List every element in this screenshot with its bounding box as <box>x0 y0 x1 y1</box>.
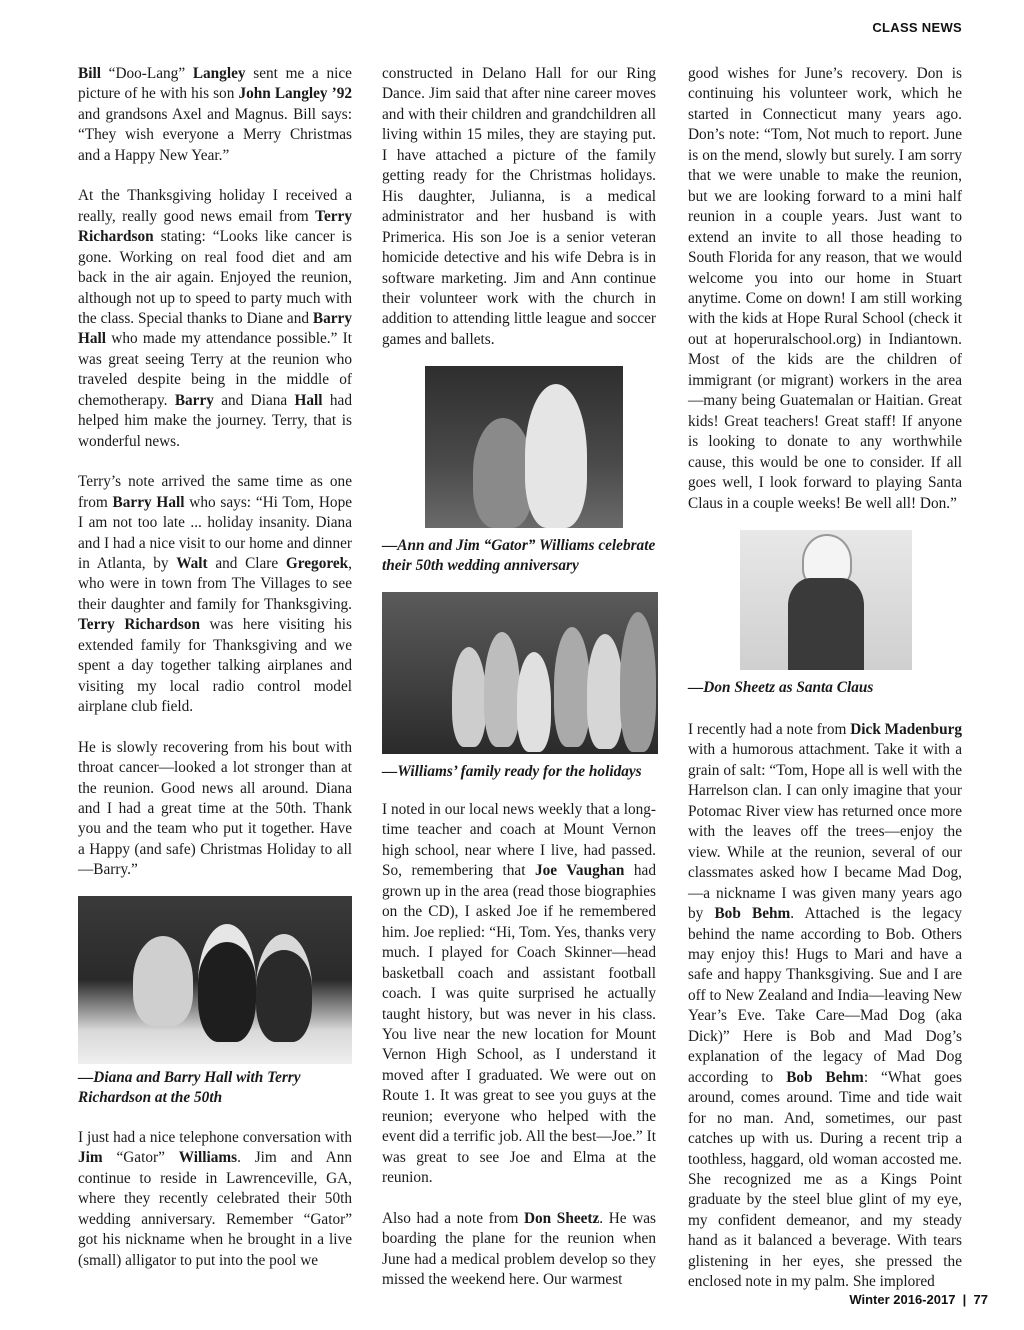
text-run: had grown up in the area (read those biographies on the CD), I asked Joe if he remembered him. Joe replied: “Hi, Tom. Yes, thanks very much. I played for Coach Skinner—head basketball coach and assistant football coach. I was quite surprised he actually taught history, but was never in his class. You live near the new location for Mount Vernon High School, as I understand it moved after I graduated. We were out on Route 1. It was great to see you guys at the reunion; everyone who helped with the event did a terrific job. All the best—Joe.” It was great to see Joe and Elma at the reunion. <box>382 862 656 1187</box>
article-paragraph <box>78 1128 352 1271</box>
article-paragraph <box>382 800 656 1189</box>
article-paragraph <box>688 64 962 514</box>
text-run: . Jim and Ann continue to reside in Lawrenceville, GA, where they recently celebrated their 50th wedding anniversary. Remember “Gator” got his nickname when he brought in a live (small) alligator to put into the pool we <box>78 1149 352 1269</box>
bold-name: Joe Vaughan <box>534 862 625 880</box>
bold-name: Don Sheetz <box>523 1209 600 1227</box>
photo-sheetz-santa <box>740 530 912 670</box>
photo-williams-family <box>382 592 658 754</box>
photo-caption: —Don Sheetz as Santa Claus <box>688 679 874 696</box>
column-3 <box>688 64 962 534</box>
page-footer <box>849 1292 988 1307</box>
text-run: stating: “Looks like cancer is gone. Working on real food diet and am back in the air again. Enjoyed the reunion, although not up to speed to party much with the class. Special thanks to Diane and <box>78 228 352 327</box>
text-run: was here visiting his extended family for Thanksgiving and we spent a day together talking airplanes and visiting my local radio control model airplane club field. <box>78 616 352 716</box>
text-run: and Diana <box>213 391 295 409</box>
text-run: had helped him make the journey. Terry, that is wonderful news. <box>78 391 352 450</box>
bold-name: Williams <box>178 1149 238 1167</box>
bold-name: Barry Hall <box>78 309 352 348</box>
article-paragraph <box>78 186 352 452</box>
text-run: good wishes for June’s recovery. Don is continuing his volunteer work, which he started in Connecticut many years ago. Don’s note: “Tom, Not much to report. June is on the mend, slowly but surely. I am sorry that we were unable to make the reunion, but we are looking forward to a mini half reunion in a couple years. Just want to extend an invite to all those heading to South Florida for any reason, that we would welcome you into our home in Stuart anytime. Come on down! I am still working with the kids at Hope Rural School (check it out at hoperuralschool.org) in Indiantown. Most of the kids are the children of immigrant (or migrant) workers in the area—many being Guatemalan or Haitian. Great kids! Great teachers! Great staff! If anyone is looking to donate to any worthwhile cause, this would be one to consider. If all goes well, I look forward to playing Santa Claus in a couple weeks! Be well all! Don.” <box>688 65 962 512</box>
bold-name: Terry Richardson <box>78 207 352 246</box>
article-paragraph <box>382 64 656 350</box>
text-run: and grandsons Axel and Magnus. Bill says: “They wish everyone a Merry Christmas and a Happy New Year.” <box>78 105 352 164</box>
text-run: who says: “Hi Tom, Hope I am not too late ... holiday insanity. Diana and I had a nice visit to our home and dinner in Atlanta, by <box>78 493 353 572</box>
bold-name: Barry Hall <box>112 493 185 511</box>
text-run: : “What goes around, comes around. Time and tide wait for no man. And, sometimes, our past catches up with us. During a recent trip a toothless, haggard, old woman accosted me. She recognized me as a Kings Point graduate by the steel blue glint of my eye, my confident demeanor, and my steady hand as it balanced a beverage. With tears glistening in her eyes, she pressed the enclosed note in my palm. She implored <box>688 1068 963 1291</box>
text-run: At the Thanksgiving holiday I received a really, really good news email from <box>78 187 352 225</box>
column-1-continued <box>78 1128 352 1271</box>
text-run: Also had a note from <box>382 1209 524 1227</box>
text-run: constructed in Delano Hall for our Ring Dance. Jim said that after nine career moves and with their children and grandchildren all living within 15 miles, they are staying put. I have attached a picture of the family getting ready for the Christmas holidays. His daughter, Julianna, is a medical administrator and her husband is with Primerica. His son Joe is a senior veteran homicide detective and his wife Debra is in software marketing. Jim and Ann continue their volunteer work with the church in addition to attending little league and soccer games and ballets. <box>382 65 656 348</box>
bold-name: Bill <box>78 65 101 82</box>
photo-caption: —Diana and Barry Hall with Terry Richardson at the 50th <box>78 1069 301 1107</box>
bold-name: Dick Madenburg <box>850 721 963 738</box>
bold-name: Bob Behm <box>786 1068 864 1086</box>
text-run: with a humorous attachment. Take it with a grain of salt: “Tom, Hope all is well with the Harrelson clan. I can only imagine that your Potomac River view has returned once more with the leaves off the trees—enjoy the view. While at the reunion, several of our classmates asked how I became Mad Dog,—a nickname I was given many years ago by <box>688 741 962 923</box>
photo-caption: —Williams’ family ready for the holidays <box>382 763 642 780</box>
article-paragraph <box>78 64 352 166</box>
bold-name: Bob Behm <box>714 905 791 923</box>
text-run: He is slowly recovering from his bout with throat cancer—looked a lot stronger than at the reunion. Good news all around. Diana and I had a great time at the 50th. Thank you and the team who put it together. Have a Happy (and safe) Christmas Holiday to all—Barry.” <box>78 738 352 879</box>
bold-name: Gregorek <box>285 554 349 572</box>
photo-caption: —Ann and Jim “Gator” Williams celebrate their 50th wedding anniversary <box>382 537 656 575</box>
text-run: I recently had a note from <box>688 721 851 738</box>
text-run: “Gator” <box>102 1149 179 1167</box>
text-run: , who were in town from The Villages to see their daughter and family for Thanksgiving. <box>78 554 352 613</box>
bold-name: John Langley ’92 <box>238 85 352 103</box>
photo-williams-anniversary <box>425 366 623 528</box>
bold-name: Hall <box>294 391 323 409</box>
text-run: . He was boarding the plane for the reunion when June had a medical problem develop so they missed the weekend here. Our warmest <box>382 1209 656 1288</box>
bold-name: Walt <box>176 554 208 572</box>
photo-hall-richardson <box>78 896 352 1064</box>
page-number: 77 <box>973 1292 988 1307</box>
text-run: and Clare <box>207 554 286 572</box>
article-paragraph <box>78 472 352 717</box>
bold-name: Langley <box>192 65 246 82</box>
article-paragraph <box>688 720 962 1293</box>
bold-name: Terry Richardson <box>78 616 200 634</box>
text-run: who made my attendance possible.” It was great seeing Terry at the reunion who traveled despite being in the middle of chemotherapy. <box>78 330 352 409</box>
bold-name: Barry <box>174 391 214 409</box>
issue-label: Winter 2016-2017 <box>849 1292 956 1307</box>
column-3-continued <box>688 720 962 1293</box>
article-paragraph <box>382 1209 656 1291</box>
column-2-continued <box>382 800 656 1290</box>
text-run: “Doo-Lang” <box>100 65 193 82</box>
text-run: I noted in our local news weekly that a long-time teacher and coach at Mount Vernon high school, near where I live, had passed. So, remembering that <box>382 801 656 880</box>
column-2 <box>382 64 656 370</box>
text-run: Terry’s note arrived the same time as one from <box>78 473 352 511</box>
bold-name: Jim <box>78 1149 103 1167</box>
footer-separator: | <box>962 1292 967 1307</box>
column-1 <box>78 64 352 901</box>
article-paragraph <box>78 738 352 881</box>
section-header: CLASS NEWS <box>872 20 962 35</box>
text-run: . Attached is the legacy behind the name according to Bob. Others may enjoy this! Hugs to Mari and have a safe and happy Thanksgiving. Sue and I are off to New Zealand and India—leaving New Year’s Eve. Take Care—Mad Dog (aka Dick)” Here is Bob and Mad Dog’s explanation of the legacy of Mad Dog according to <box>688 905 963 1086</box>
text-run: I just had a nice telephone conversation with <box>78 1129 352 1146</box>
text-run: sent me a nice picture of he with his son <box>78 65 352 103</box>
